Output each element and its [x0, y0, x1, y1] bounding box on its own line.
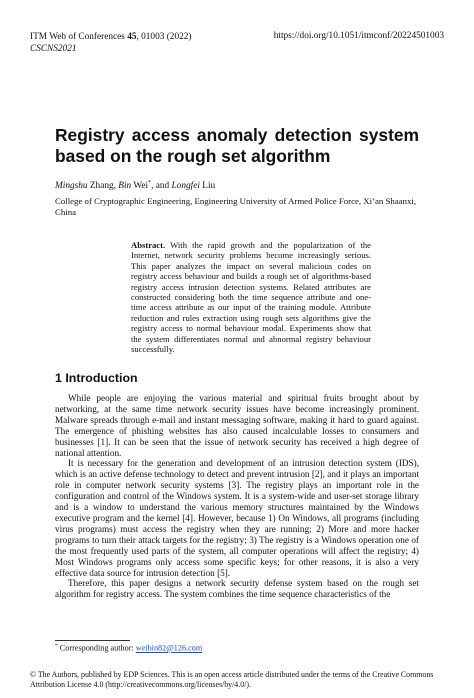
volume-number: 45 — [127, 32, 137, 42]
section-body — [55, 393, 419, 600]
author-family-name: Liu — [199, 181, 216, 192]
conference-series: CSCNS2021 — [30, 44, 77, 54]
author-given-name: Mingshu — [55, 181, 88, 192]
author-given-name: Longfei — [171, 181, 200, 192]
footnote-label: Corresponding author: — [57, 643, 136, 653]
author-separator: , and — [151, 181, 172, 192]
author-email-link[interactable]: weibin82@126.com — [135, 643, 203, 653]
footnote-mark: * — [55, 643, 58, 649]
author-family-name: Wei — [131, 181, 149, 192]
footnote-divider — [55, 640, 130, 641]
author-family-name: Zhang, — [87, 181, 119, 192]
abstract — [131, 240, 371, 354]
author-given-name: Bin — [118, 181, 132, 192]
paragraph: Therefore, this paper designs a network security defense system based on the rough set algorithm for registry access. The system combines the time sequence characteristics of the — [55, 578, 419, 600]
footnote — [55, 643, 202, 653]
license-notice: © The Authors, published by EDP Sciences. This is an open access article distributed under the terms of the Creative Commons Attribution License 4.0 (http://creativecommons.org/licenses/by/4.0/). — [30, 670, 434, 689]
journal-header — [30, 31, 192, 55]
paragraph: While people are enjoying the various material and spiritual fruits brought about by networking, at the same time network security issues have become increasingly prominent. Malware spreads through e-mail and instant messaging software, making it hard to guard against. The emergence of phishing websites has also caused incalculable losses to consumers and businesses [1]. It can be seen that the issue of network security has received a high degree of national attention. — [55, 393, 419, 458]
section-heading: 1 Introduction — [55, 371, 138, 385]
journal-citation: ITM Web of Conferences 45, 01003 (2022) — [30, 32, 192, 42]
abstract-text: With the rapid growth and the popularization of the Internet, network security problems become increasingly serious. This paper analyzes the impact on several malicious codes on registry access behaviour and builds a rough set of algorithms-based registry access intrusion detection systems. Related attributes are constructed considering both the time sequence attribute and one-time access attribute as our input of the training module. Attribute reduction and rules extraction using rough sets algorithms give the registry access to normal behaviour modal. Experiments show that the system differentiates normal and abnormal registry behaviour successfully. — [131, 240, 371, 355]
doi-link[interactable]: https://doi.org/10.1051/itmconf/20224501003 — [273, 31, 444, 41]
abstract-label: Abstract. — [131, 240, 166, 250]
paper-title: Registry access anomaly detection system based on the rough set algorithm — [55, 125, 419, 166]
paragraph: It is necessary for the generation and development of an intrusion detection system (IDS), which is an active defense technology to detect and prevent intrusion [2], and it plays an important role in computer network security systems [3]. The registry plays an important role in the configuration and control of the Windows system. It is a system-wide and user-set storage library and is a window to understand the various memory structures maintained by the Windows executive program and the kernel [4]. However, because 1) On Windows, all programs (including virus programs) must access the registry when they are running; 2) More and more hacker programs to turn their attack targets for the registry; 3) The registry is a Windows operation one of the most frequently used parts of the system, all computer operations will affect the registry; 4) Most Windows programs only access some specific keys; for other reasons, it is also a very effective data source for intrusion detection [5]. — [55, 458, 419, 578]
author-list — [55, 180, 215, 191]
corresponding-author-mark: * — [148, 180, 152, 186]
affiliation: College of Cryptographic Engineering, Engineering University of Armed Police Force, Xi’an Shaanxi, China — [55, 196, 417, 217]
